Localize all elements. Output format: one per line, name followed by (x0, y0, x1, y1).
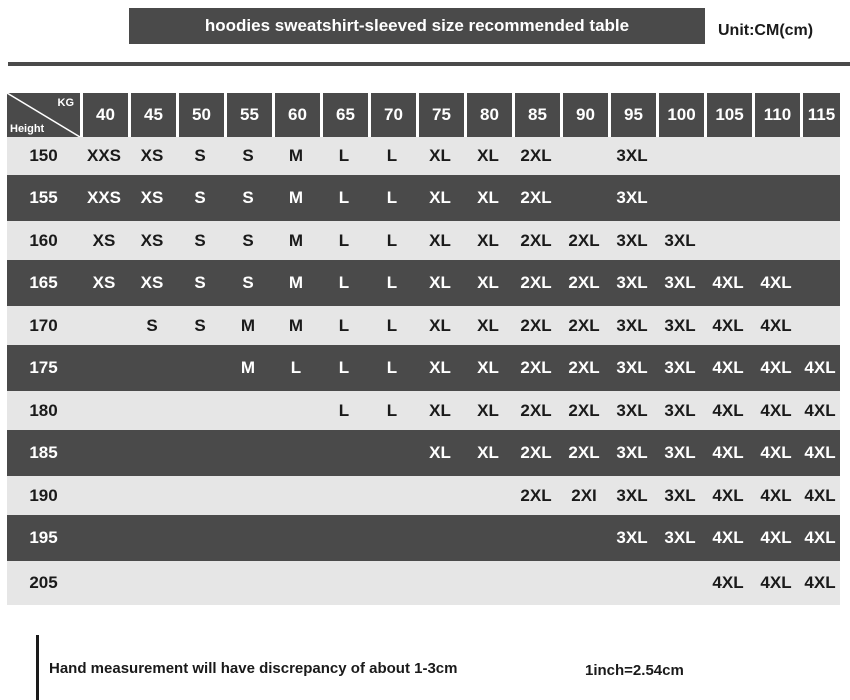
size-cell: 3XL (656, 476, 704, 515)
size-cell (176, 391, 224, 430)
size-cell: 2XL (560, 391, 608, 430)
size-cell: XL (416, 137, 464, 175)
size-cell: 3XL (656, 345, 704, 391)
size-cell: 3XL (608, 260, 656, 306)
size-cell (416, 515, 464, 561)
size-cell (656, 175, 704, 221)
size-cell: 3XL (608, 175, 656, 221)
size-cell: XL (464, 175, 512, 221)
size-cell: L (320, 175, 368, 221)
size-cell: L (272, 345, 320, 391)
size-cell (512, 561, 560, 605)
size-cell (320, 430, 368, 476)
size-cell (128, 476, 176, 515)
inch-conversion: 1inch=2.54cm (585, 662, 684, 679)
size-cell (272, 561, 320, 605)
size-cell: L (368, 175, 416, 221)
size-cell (416, 561, 464, 605)
size-cell: 4XL (704, 561, 752, 605)
size-cell (128, 391, 176, 430)
size-cell: XL (464, 430, 512, 476)
size-cell: L (368, 260, 416, 306)
size-cell: 3XL (608, 476, 656, 515)
size-cell: 4XL (704, 345, 752, 391)
size-cell: 3XL (608, 345, 656, 391)
measurement-note: Hand measurement will have discrepancy of about 1-3cm (49, 660, 458, 677)
size-cell: 4XL (800, 391, 840, 430)
size-cell (752, 137, 800, 175)
size-cell: L (320, 306, 368, 345)
size-cell (800, 306, 840, 345)
size-cell: S (224, 137, 272, 175)
size-cell: 2XL (512, 476, 560, 515)
size-cell: XL (416, 345, 464, 391)
height-cell: 170 (7, 306, 80, 345)
size-cell (128, 345, 176, 391)
size-cell: 4XL (752, 476, 800, 515)
size-cell (512, 515, 560, 561)
kg-label: KG (57, 97, 74, 109)
header-row (7, 93, 840, 137)
size-cell: 2XL (512, 306, 560, 345)
weight-header: 85 (512, 93, 560, 137)
size-cell: XL (464, 391, 512, 430)
table-row (7, 476, 840, 515)
size-cell (176, 561, 224, 605)
size-cell: XL (464, 260, 512, 306)
size-cell: XL (416, 306, 464, 345)
size-cell: 3XL (608, 430, 656, 476)
size-cell: 4XL (800, 515, 840, 561)
size-cell: 4XL (752, 430, 800, 476)
size-cell (560, 515, 608, 561)
weight-header: 65 (320, 93, 368, 137)
size-cell: 3XL (656, 391, 704, 430)
size-cell: 3XL (608, 391, 656, 430)
size-cell (320, 476, 368, 515)
size-cell: XL (416, 175, 464, 221)
size-cell (368, 476, 416, 515)
size-cell (368, 515, 416, 561)
unit-label: Unit:CM(cm) (718, 22, 814, 39)
size-cell: L (368, 391, 416, 430)
weight-header: 110 (752, 93, 800, 137)
size-cell (224, 430, 272, 476)
table-row (7, 175, 840, 221)
size-cell (176, 515, 224, 561)
size-cell (368, 561, 416, 605)
weight-header: 115 (800, 93, 840, 137)
size-cell (560, 175, 608, 221)
size-cell: XL (464, 345, 512, 391)
size-cell: M (224, 306, 272, 345)
weight-header: 80 (464, 93, 512, 137)
weight-header: 45 (128, 93, 176, 137)
size-cell: XS (128, 221, 176, 260)
size-cell: XXS (80, 175, 128, 221)
size-cell: XL (464, 306, 512, 345)
size-cell: L (368, 345, 416, 391)
table-row (7, 137, 840, 175)
size-cell (176, 345, 224, 391)
height-cell: 195 (7, 515, 80, 561)
table-row (7, 561, 840, 605)
weight-header: 105 (704, 93, 752, 137)
height-cell: 175 (7, 345, 80, 391)
size-cell (176, 430, 224, 476)
size-cell (704, 175, 752, 221)
table-row (7, 515, 840, 561)
table-row (7, 221, 840, 260)
weight-header: 100 (656, 93, 704, 137)
size-cell: S (176, 137, 224, 175)
weight-header: 50 (176, 93, 224, 137)
size-cell: XS (80, 221, 128, 260)
size-cell: 3XL (608, 137, 656, 175)
size-cell: 2XL (512, 221, 560, 260)
size-cell (656, 561, 704, 605)
size-table (7, 93, 840, 605)
weight-header: 40 (80, 93, 128, 137)
table-title-text: hoodies sweatshirt-sleeved size recommended table (204, 16, 630, 35)
height-cell: 165 (7, 260, 80, 306)
size-cell: 4XL (752, 260, 800, 306)
size-cell: 2XL (560, 221, 608, 260)
size-cell: M (272, 260, 320, 306)
size-cell: 2XL (512, 260, 560, 306)
size-cell (464, 561, 512, 605)
size-cell: 4XL (704, 306, 752, 345)
size-cell: 2XI (560, 476, 608, 515)
corner-header (7, 93, 80, 137)
size-cell (80, 561, 128, 605)
size-cell (800, 221, 840, 260)
height-cell: 155 (7, 175, 80, 221)
size-cell: XL (416, 221, 464, 260)
size-cell: 3XL (608, 306, 656, 345)
height-cell: 205 (7, 561, 80, 605)
size-cell (608, 561, 656, 605)
size-cell (224, 515, 272, 561)
table-title (129, 8, 705, 44)
weight-header: 70 (368, 93, 416, 137)
size-cell (560, 137, 608, 175)
size-cell: 3XL (656, 430, 704, 476)
size-cell (80, 515, 128, 561)
size-cell (128, 515, 176, 561)
size-cell: 4XL (800, 345, 840, 391)
size-cell: XS (80, 260, 128, 306)
size-cell: M (272, 306, 320, 345)
size-cell: 3XL (656, 221, 704, 260)
size-cell: 4XL (704, 515, 752, 561)
size-cell (800, 137, 840, 175)
weight-header: 75 (416, 93, 464, 137)
size-cell: S (224, 260, 272, 306)
size-cell: 3XL (656, 260, 704, 306)
size-cell: XL (464, 137, 512, 175)
size-cell: S (224, 175, 272, 221)
size-cell: 2XL (560, 306, 608, 345)
size-cell (704, 221, 752, 260)
size-cell: L (320, 260, 368, 306)
size-cell: 2XL (560, 345, 608, 391)
size-cell (752, 221, 800, 260)
weight-header: 95 (608, 93, 656, 137)
size-cell (320, 515, 368, 561)
size-cell: M (224, 345, 272, 391)
size-cell: 3XL (608, 221, 656, 260)
size-cell (80, 391, 128, 430)
size-cell (176, 476, 224, 515)
size-cell (272, 476, 320, 515)
size-cell: 4XL (752, 515, 800, 561)
size-cell (80, 476, 128, 515)
size-cell: XL (416, 391, 464, 430)
height-cell: 150 (7, 137, 80, 175)
size-cell: 4XL (800, 476, 840, 515)
size-cell: S (224, 221, 272, 260)
size-cell (128, 561, 176, 605)
size-cell: 2XL (512, 175, 560, 221)
size-cell (416, 476, 464, 515)
size-cell: S (176, 260, 224, 306)
table-row (7, 430, 840, 476)
height-cell: 185 (7, 430, 80, 476)
size-cell: L (368, 137, 416, 175)
size-cell (272, 391, 320, 430)
size-cell: XL (416, 260, 464, 306)
weight-header: 60 (272, 93, 320, 137)
size-cell: L (320, 345, 368, 391)
size-cell (80, 306, 128, 345)
size-cell: S (176, 175, 224, 221)
table-row (7, 260, 840, 306)
divider (8, 62, 850, 66)
height-cell: 190 (7, 476, 80, 515)
size-cell (560, 561, 608, 605)
size-cell: 4XL (752, 391, 800, 430)
size-cell (128, 430, 176, 476)
size-cell (320, 561, 368, 605)
size-cell: 4XL (704, 476, 752, 515)
size-cell (800, 175, 840, 221)
size-cell: S (176, 306, 224, 345)
size-cell: XL (416, 430, 464, 476)
size-cell: 2XL (560, 260, 608, 306)
weight-header: 90 (560, 93, 608, 137)
size-cell: 2XL (560, 430, 608, 476)
size-cell: 3XL (656, 306, 704, 345)
size-cell: L (320, 391, 368, 430)
height-cell: 180 (7, 391, 80, 430)
size-cell: XL (464, 221, 512, 260)
size-cell (704, 137, 752, 175)
size-cell: L (368, 306, 416, 345)
size-cell (224, 391, 272, 430)
size-cell: 4XL (704, 391, 752, 430)
size-cell: 4XL (752, 345, 800, 391)
height-cell: 160 (7, 221, 80, 260)
size-cell: L (368, 221, 416, 260)
size-cell (752, 175, 800, 221)
size-cell: XS (128, 260, 176, 306)
size-cell (224, 561, 272, 605)
size-cell: 4XL (752, 561, 800, 605)
size-cell: S (128, 306, 176, 345)
size-cell (464, 476, 512, 515)
table-row (7, 306, 840, 345)
size-cell: L (320, 137, 368, 175)
size-cell: 4XL (704, 260, 752, 306)
note-marker (36, 635, 39, 700)
size-cell: 3XL (608, 515, 656, 561)
size-cell (80, 430, 128, 476)
size-cell: 2XL (512, 137, 560, 175)
size-cell: S (176, 221, 224, 260)
size-cell: 2XL (512, 391, 560, 430)
size-cell (800, 260, 840, 306)
size-cell: XS (128, 137, 176, 175)
size-cell: 4XL (800, 430, 840, 476)
size-cell: 4XL (752, 306, 800, 345)
size-cell: M (272, 137, 320, 175)
size-cell (272, 515, 320, 561)
height-label: Height (10, 123, 45, 135)
size-cell (224, 476, 272, 515)
size-cell: 2XL (512, 430, 560, 476)
size-cell: 4XL (704, 430, 752, 476)
size-cell: M (272, 175, 320, 221)
size-cell: M (272, 221, 320, 260)
table-row (7, 391, 840, 430)
size-cell: 4XL (800, 561, 840, 605)
size-cell: XXS (80, 137, 128, 175)
size-cell (656, 137, 704, 175)
size-cell (272, 430, 320, 476)
size-cell (464, 515, 512, 561)
size-cell (368, 430, 416, 476)
table-row (7, 345, 840, 391)
size-cell (80, 345, 128, 391)
size-cell: XS (128, 175, 176, 221)
size-cell: 3XL (656, 515, 704, 561)
weight-header: 55 (224, 93, 272, 137)
size-cell: L (320, 221, 368, 260)
size-cell: 2XL (512, 345, 560, 391)
